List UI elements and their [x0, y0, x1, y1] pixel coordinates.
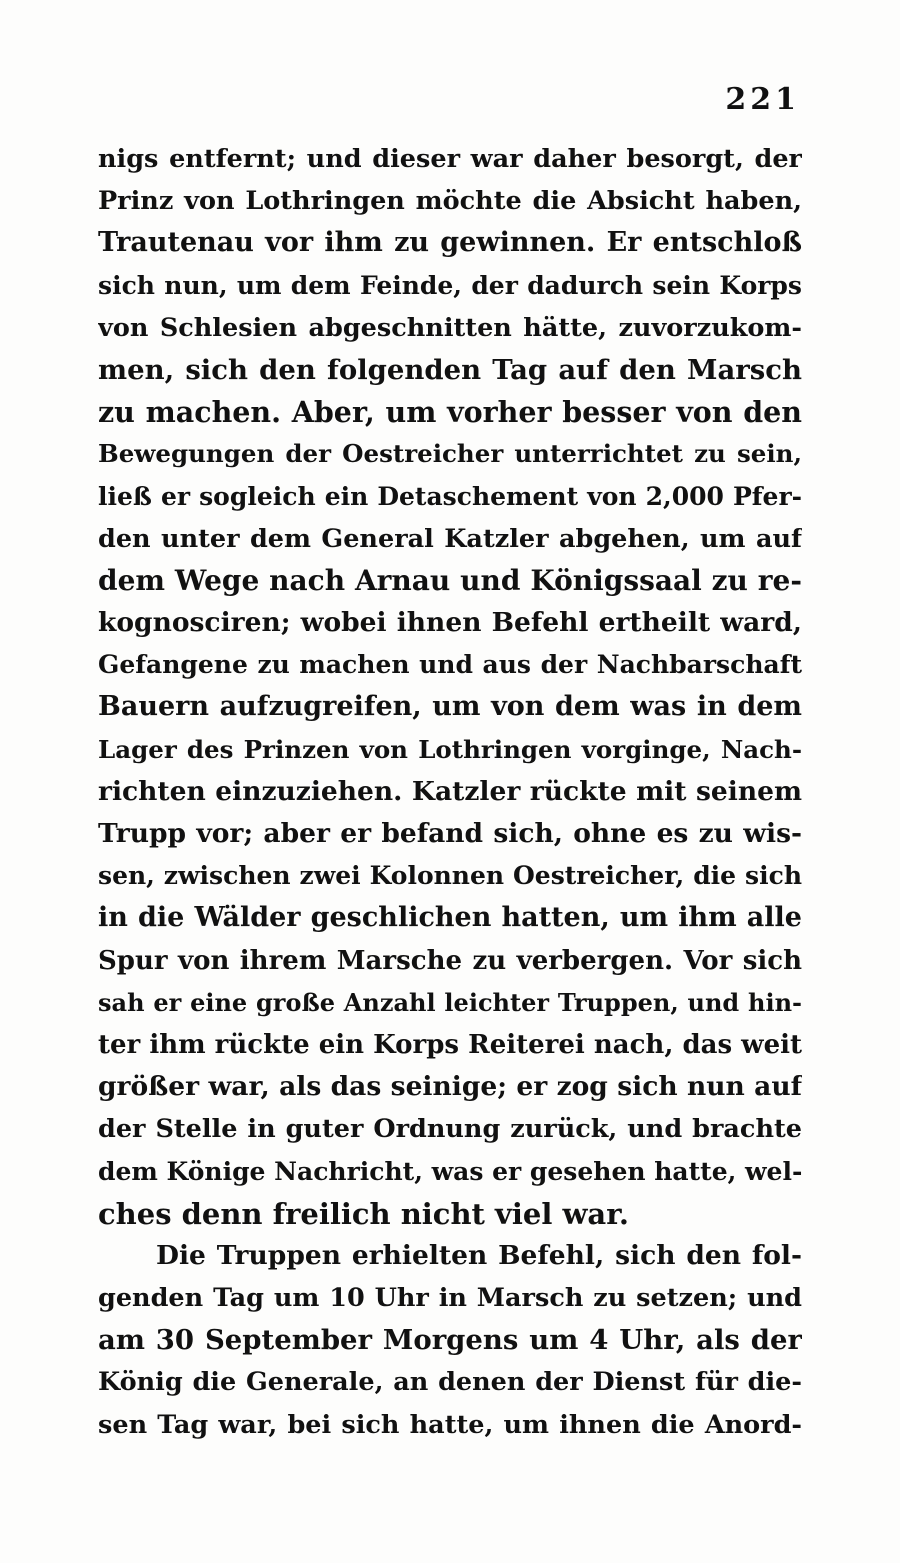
- text-line: Bewegungen der Oestreicher unterrichtet zu sein,: [98, 439, 802, 469]
- text-line: sich nun, um dem Feinde, der dadurch sein Korps: [98, 270, 802, 300]
- text-line: den unter dem General Katzler abgehen, um auf: [98, 523, 802, 554]
- text-line: sen Tag war, bei sich hatte, um ihnen die Anord-: [98, 1409, 802, 1440]
- text-line: zu machen. Aber, um vorher besser von den: [98, 395, 802, 430]
- text-line: ches denn freilich nicht viel war.: [98, 1196, 629, 1231]
- text-line: in die Wälder geschlichen hatten, um ihm alle: [98, 902, 802, 934]
- text-line: genden Tag um 10 Uhr in Marsch zu setzen; und: [98, 1283, 802, 1314]
- text-line: Trautenau vor ihm zu gewinnen. Er entschloß: [98, 227, 802, 259]
- text-line: größer war, als das seinige; er zog sich nun auf: [98, 1071, 802, 1103]
- text-line: von Schlesien abgeschnitten hätte, zuvorzukom-: [98, 312, 802, 343]
- text-line: Lager des Prinzen von Lothringen vorginge, Nach-: [98, 734, 802, 764]
- text-line: sen, zwischen zwei Kolonnen Oestreicher, die sich: [98, 861, 802, 891]
- text-line: dem Könige Nachricht, was er gesehen hatte, wel-: [98, 1156, 802, 1186]
- text-line: am 30 September Morgens um 4 Uhr, als der: [98, 1324, 802, 1357]
- text-line: Spur von ihrem Marsche zu verbergen. Vor sich: [98, 945, 802, 976]
- text-line: sah er eine große Anzahl leichter Truppen, und hin-: [98, 987, 802, 1017]
- text-line: men, sich den folgenden Tag auf den Marsch: [98, 353, 802, 386]
- text-line: Trupp vor; aber er befand sich, ohne es zu wis-: [98, 818, 802, 849]
- text-line: ließ er sogleich ein Detaschement von 2,000 Pfer-: [98, 481, 802, 511]
- text-line: Prinz von Lothringen möchte die Absicht haben,: [98, 186, 802, 217]
- page-number: 221: [725, 82, 800, 117]
- text-line: Bauern aufzugreifen, um von dem was in dem: [98, 691, 802, 723]
- text-line: Die Truppen erhielten Befehl, sich den fol-: [156, 1239, 802, 1271]
- text-line: nigs entfernt; und dieser war daher besorgt, der: [98, 144, 802, 174]
- body-text: [98, 138, 802, 1446]
- text-line: kognosciren; wobei ihnen Befehl ertheilt ward,: [98, 607, 802, 639]
- text-line: der Stelle in guter Ordnung zurück, und brachte: [98, 1114, 802, 1145]
- text-line: richten einzuziehen. Katzler rückte mit seinem: [98, 775, 802, 807]
- text-line: Gefangene zu machen und aus der Nachbarschaft: [98, 650, 802, 680]
- text-line: ter ihm rückte ein Korps Reiterei nach, das weit: [98, 1029, 802, 1060]
- text-line: dem Wege nach Arnau und Königssaal zu re-: [98, 563, 802, 597]
- text-line: König die Generale, an denen der Dienst für die-: [98, 1367, 802, 1398]
